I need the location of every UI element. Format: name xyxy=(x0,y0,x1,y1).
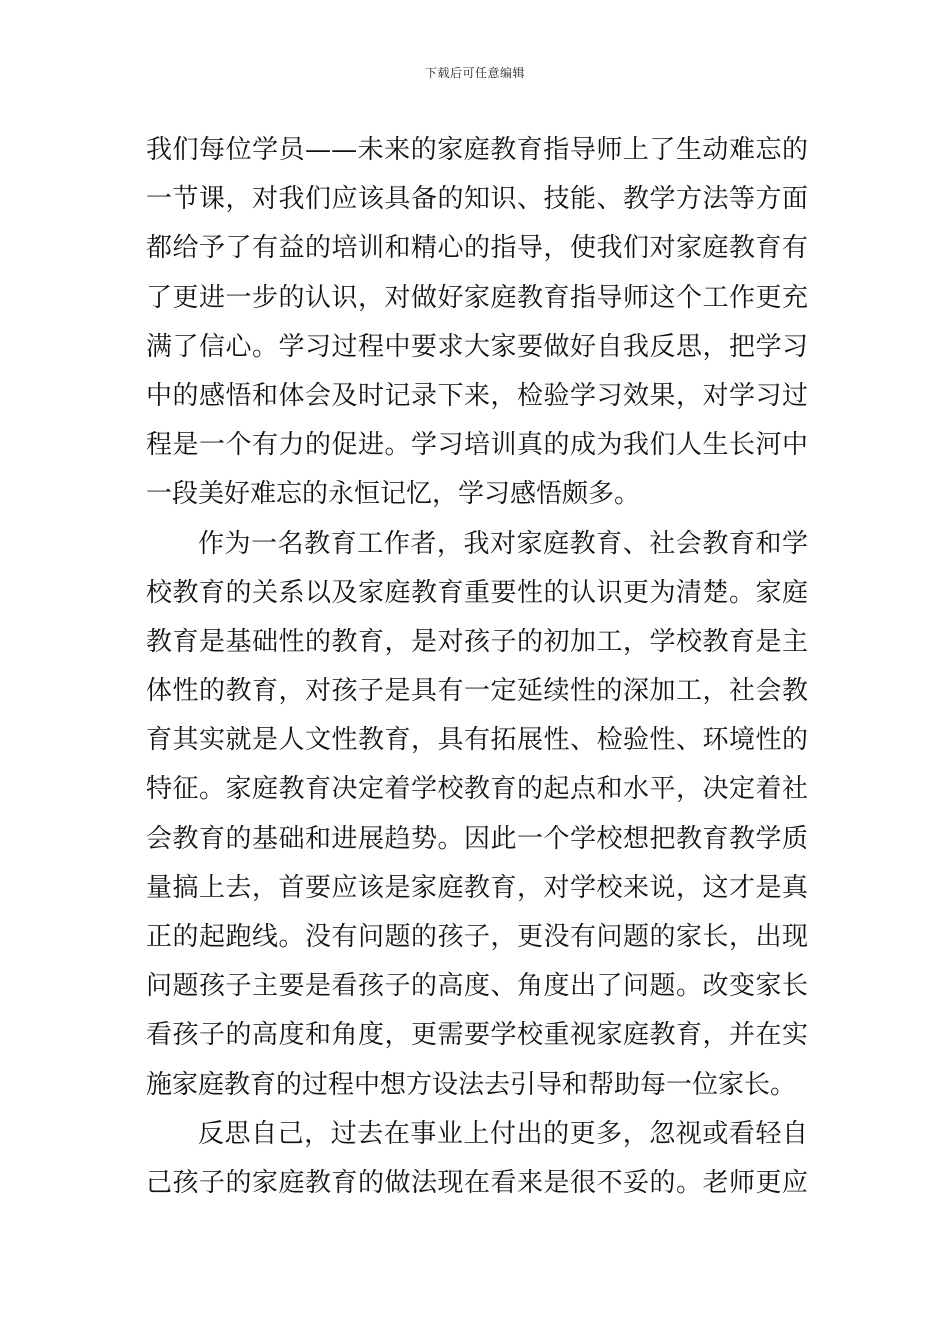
text-line: 会教育的基础和进展趋势。因此一个学校想把教育教学质 xyxy=(146,823,808,854)
text-line: 教育是基础性的教育，是对孩子的初加工，学校教育是主 xyxy=(146,626,808,657)
text-line: 看孩子的高度和角度，更需要学校重视家庭教育，并在实 xyxy=(146,1020,808,1051)
text-line: 中的感悟和体会及时记录下来，检验学习效果，对学习过 xyxy=(146,380,808,411)
text-line: 都给予了有益的培训和精心的指导，使我们对家庭教育有 xyxy=(146,233,808,264)
document-body xyxy=(146,126,808,1208)
text-line: 正的起跑线。没有问题的孩子，更没有问题的家长，出现 xyxy=(146,922,808,952)
text-line: 校教育的关系以及家庭教育重要性的认识更为清楚。家庭 xyxy=(146,577,808,608)
text-line: 施家庭教育的过程中想方设法去引导和帮助每一位家长。 xyxy=(146,1069,797,1100)
paragraph-1 xyxy=(146,126,808,520)
text-line: 一节课，对我们应该具备的知识、技能、教学方法等方面 xyxy=(146,184,808,215)
text-line: 己孩子的家庭教育的做法现在看来是很不妥的。老师更应 xyxy=(146,1167,808,1198)
page-header: 下载后可任意编辑 xyxy=(424,66,525,80)
text-line: 一段美好难忘的永恒记忆，学习感悟颇多。 xyxy=(146,479,641,510)
text-line: 了更进一步的认识，对做好家庭教育指导师这个工作更充 xyxy=(146,282,808,313)
paragraph-2 xyxy=(146,520,808,1110)
text-line: 体性的教育，对孩子是具有一定延续性的深加工，社会教 xyxy=(146,676,808,707)
text-line: 我们每位学员——未来的家庭教育指导师上了生动难忘的 xyxy=(146,135,808,165)
text-line: 反思自己，过去在事业上付出的更多，忽视或看轻自 xyxy=(198,1118,808,1149)
paragraph-3 xyxy=(146,1110,808,1208)
text-line: 满了信心。学习过程中要求大家要做好自我反思，把学习 xyxy=(146,331,808,362)
text-line: 量搞上去，首要应该是家庭教育，对学校来说，这才是真 xyxy=(146,872,808,903)
text-line: 作为一名教育工作者，我对家庭教育、社会教育和学 xyxy=(198,528,808,559)
text-line: 问题孩子主要是看孩子的高度、角度出了问题。改变家长 xyxy=(146,971,808,1002)
text-line: 育其实就是人文性教育，具有拓展性、检验性、环境性的 xyxy=(146,725,808,756)
text-line: 程是一个有力的促进。学习培训真的成为我们人生长河中 xyxy=(146,430,808,461)
text-line: 特征。家庭教育决定着学校教育的起点和水平，决定着社 xyxy=(146,774,808,805)
